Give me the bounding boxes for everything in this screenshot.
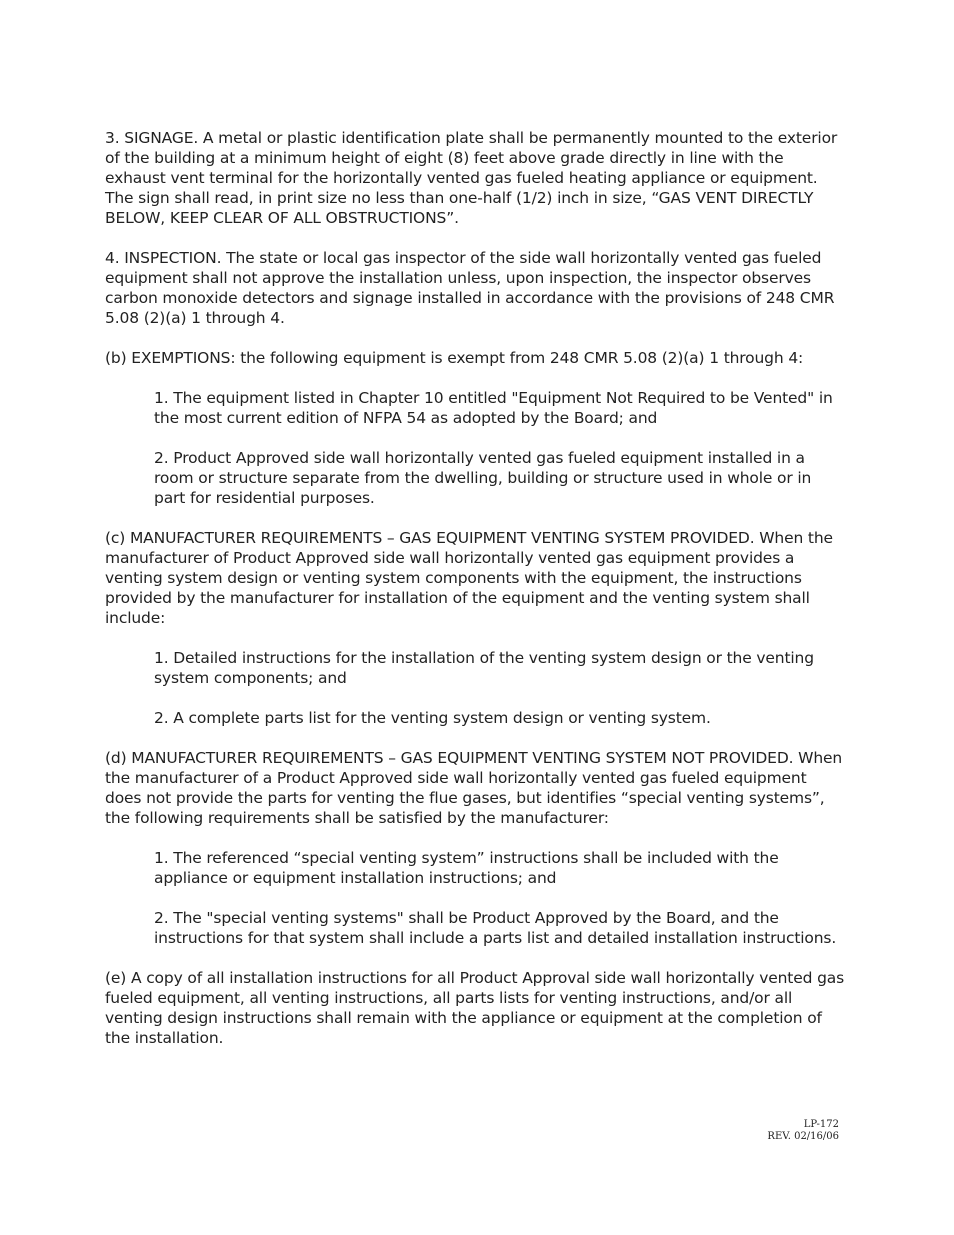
not-provided-item-2: 2. The "special venting systems" shall be Product Approved by the Board, and the instructions for that system shall include a parts list and detailed installation instructions. bbox=[154, 909, 837, 947]
paragraph-installation-copy: (e) A copy of all installation instructions for all Product Approval side wall horizontally vented gas fueled equipment, all venting instructions, all parts lists for venting instructions, and/or all venting design instructions shall remain with the appliance or equipment at the completion of the installation. bbox=[105, 969, 845, 1047]
provided-item-1: 1. Detailed instructions for the installation of the venting system design or the venting system components; and bbox=[154, 649, 814, 687]
page-footer bbox=[767, 1119, 839, 1143]
paragraph-venting-system-not-provided: (d) MANUFACTURER REQUIREMENTS – GAS EQUIPMENT VENTING SYSTEM NOT PROVIDED. When the manufacturer of a Product Approved side wall horizontally vented gas fueled equipment does not provide the parts for venting the flue gases, but identifies “special venting systems”, the following requirements shall be satisfied by the manufacturer: bbox=[105, 749, 843, 827]
document-body bbox=[105, 128, 845, 1068]
form-number: LP-172 bbox=[803, 1119, 839, 1130]
paragraph-venting-system-provided: (c) MANUFACTURER REQUIREMENTS – GAS EQUIPMENT VENTING SYSTEM PROVIDED. When the manufacturer of Product Approved side wall horizontally vented gas equipment provides a venting system design or venting system components with the equipment, the instructions provided by the manufacturer for installation of the equipment and the venting system shall include: bbox=[105, 529, 833, 627]
exemption-item-2: 2. Product Approved side wall horizontally vented gas fueled equipment installed in a room or structure separate from the dwelling, building or structure used in whole or in part for residential purposes. bbox=[154, 449, 812, 507]
revision-date: REV. 02/16/06 bbox=[767, 1131, 839, 1142]
provided-item-2: 2. A complete parts list for the venting system design or venting system. bbox=[154, 709, 711, 727]
paragraph-signage: 3. SIGNAGE. A metal or plastic identification plate shall be permanently mounted to the exterior of the building at a minimum height of eight (8) feet above grade directly in line with the exhaust vent terminal for the horizontally vented gas fueled heating appliance or equipment. The sign shall read, in print size no less than one-half (1/2) inch in size, “GAS VENT DIRECTLY BELOW, KEEP CLEAR OF ALL OBSTRUCTIONS”. bbox=[105, 129, 838, 227]
paragraph-exemptions: (b) EXEMPTIONS: the following equipment is exempt from 248 CMR 5.08 (2)(a) 1 through 4: bbox=[105, 349, 804, 367]
not-provided-item-1: 1. The referenced “special venting system” instructions shall be included with the appliance or equipment installation instructions; and bbox=[154, 849, 779, 887]
paragraph-inspection: 4. INSPECTION. The state or local gas inspector of the side wall horizontally vented gas fueled equipment shall not approve the installation unless, upon inspection, the inspector observes carbon monoxide detectors and signage installed in accordance with the provisions of 248 CMR 5.08 (2)(a) 1 through 4. bbox=[105, 249, 835, 327]
exemption-item-1: 1. The equipment listed in Chapter 10 entitled "Equipment Not Required to be Vented" in the most current edition of NFPA 54 as adopted by the Board; and bbox=[154, 389, 833, 427]
